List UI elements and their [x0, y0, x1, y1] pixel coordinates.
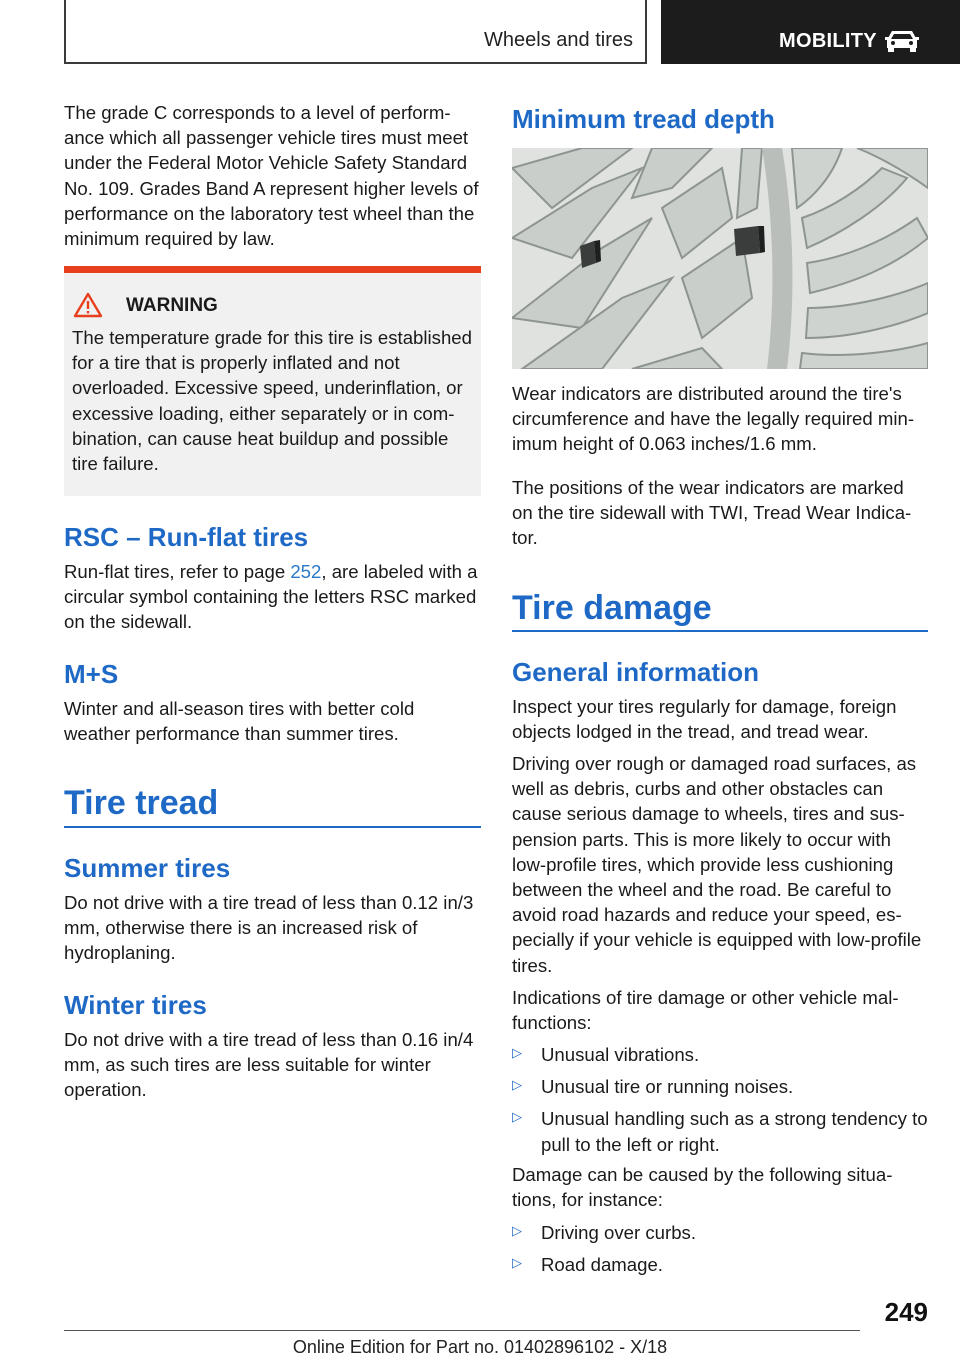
tire-tread-heading: Tire tread [64, 784, 219, 822]
summer-tires-paragraph: Do not drive with a tire tread of less than 0.12 in/3 mm, otherwise there is an increased risk of hydroplaning. [64, 892, 474, 964]
list-item: ▷ Unusual vibrations. [512, 1044, 700, 1065]
summer-tires-heading: Summer tires [64, 853, 231, 883]
general-paragraph-4: Damage can be caused by the following situations, for instance: [512, 1164, 893, 1211]
warning-box [64, 266, 481, 496]
rsc-paragraph: Run-flat tires, refer to page 252, are labeled with a circular symbol containing the letters RSC marked on the sidewall. [64, 561, 478, 633]
tread-wear-indicator-illustration [512, 148, 928, 369]
winter-tires-paragraph: Do not drive with a tire tread of less than 0.16 in/4 mm, as such tires are less suitable for winter operation. [64, 1029, 474, 1101]
list-item: ▷ Road damage. [512, 1254, 663, 1276]
causes-list [512, 1220, 928, 1277]
warning-title: WARNING [126, 295, 218, 316]
triangle-bullet-icon: ▷ [512, 1109, 522, 1125]
ms-paragraph: Winter and all-season tires with better cold weather performance than summer tires. [64, 698, 415, 745]
list-item: ▷ Driving over curbs. [512, 1222, 696, 1243]
page-number: 249 [884, 1297, 928, 1327]
triangle-bullet-icon: ▷ [512, 1045, 522, 1060]
warning-triangle-icon [73, 292, 103, 318]
section-title: Wheels and tires [484, 29, 633, 51]
warning-text: The temperature grade for this tire is established for a tire that is properly inflated and not overloaded. Excessive speed, underinflation, or excessive loading, either separately or in combination, can cause heat buildup and possible tire failure. [72, 327, 472, 475]
section-rule [512, 630, 928, 632]
header-section-tab [64, 0, 647, 64]
car-icon [883, 27, 921, 53]
header-chapter-tab [661, 0, 960, 64]
winter-tires-heading: Winter tires [64, 990, 207, 1020]
min-tread-paragraph-1: Wear indicators are distributed around the tire's circumference and have the legally required minimum height of 0.063 inches/1.6 mm. [512, 383, 915, 455]
edition-note: Online Edition for Part no. 01402896102 - X/18 [292, 1337, 668, 1357]
general-paragraph-2: Driving over rough or damaged road surfaces, as well as debris, curbs and other obstacles can cause serious damage to wheels, tires and suspension parts. This is more likely to occur with low-profile tires, which provide less cushioning between the wheel and the road. Be careful to avoid road hazards and reduce your speed, especially if your vehicle is equipped with low-profile tires. [512, 753, 922, 976]
min-tread-paragraph-2: The positions of the wear indicators are marked on the tire sidewall with TWI, Tread Wear Indicator. [512, 477, 912, 549]
footer-rule [64, 1330, 860, 1331]
min-tread-heading: Minimum tread depth [512, 104, 775, 134]
list-item: ▷ Unusual tire or running noises. [512, 1076, 794, 1098]
tire-damage-heading: Tire damage [512, 589, 712, 627]
general-paragraph-1: Inspect your tires regularly for damage, foreign objects lodged in the tread, and tread wear. [512, 696, 897, 743]
general-paragraph-3: Indications of tire damage or other vehicle malfunctions: [512, 987, 899, 1034]
page-link-252[interactable]: 252 [290, 561, 322, 582]
indications-list [512, 1042, 928, 1157]
chapter-title: MOBILITY [779, 30, 877, 52]
general-information-heading: General information [512, 657, 760, 687]
rsc-heading: RSC – Run-flat tires [64, 522, 309, 552]
intro-paragraph: The grade C corresponds to a level of performance which all passenger vehicle tires must meet under the Federal Motor Vehicle Safety Standard No. 109. Grades Band A represent higher levels of performance on the laboratory test wheel than the minimum required by law. [64, 102, 479, 250]
list-item: ▷ Unusual handling such as a strong tendency to pull to the left or right. [512, 1108, 928, 1155]
section-rule [64, 826, 481, 828]
warning-accent-bar [64, 266, 481, 273]
triangle-bullet-icon: ▷ [512, 1255, 522, 1271]
ms-heading: M+S [64, 659, 119, 689]
triangle-bullet-icon: ▷ [512, 1077, 522, 1093]
triangle-bullet-icon: ▷ [512, 1223, 522, 1238]
